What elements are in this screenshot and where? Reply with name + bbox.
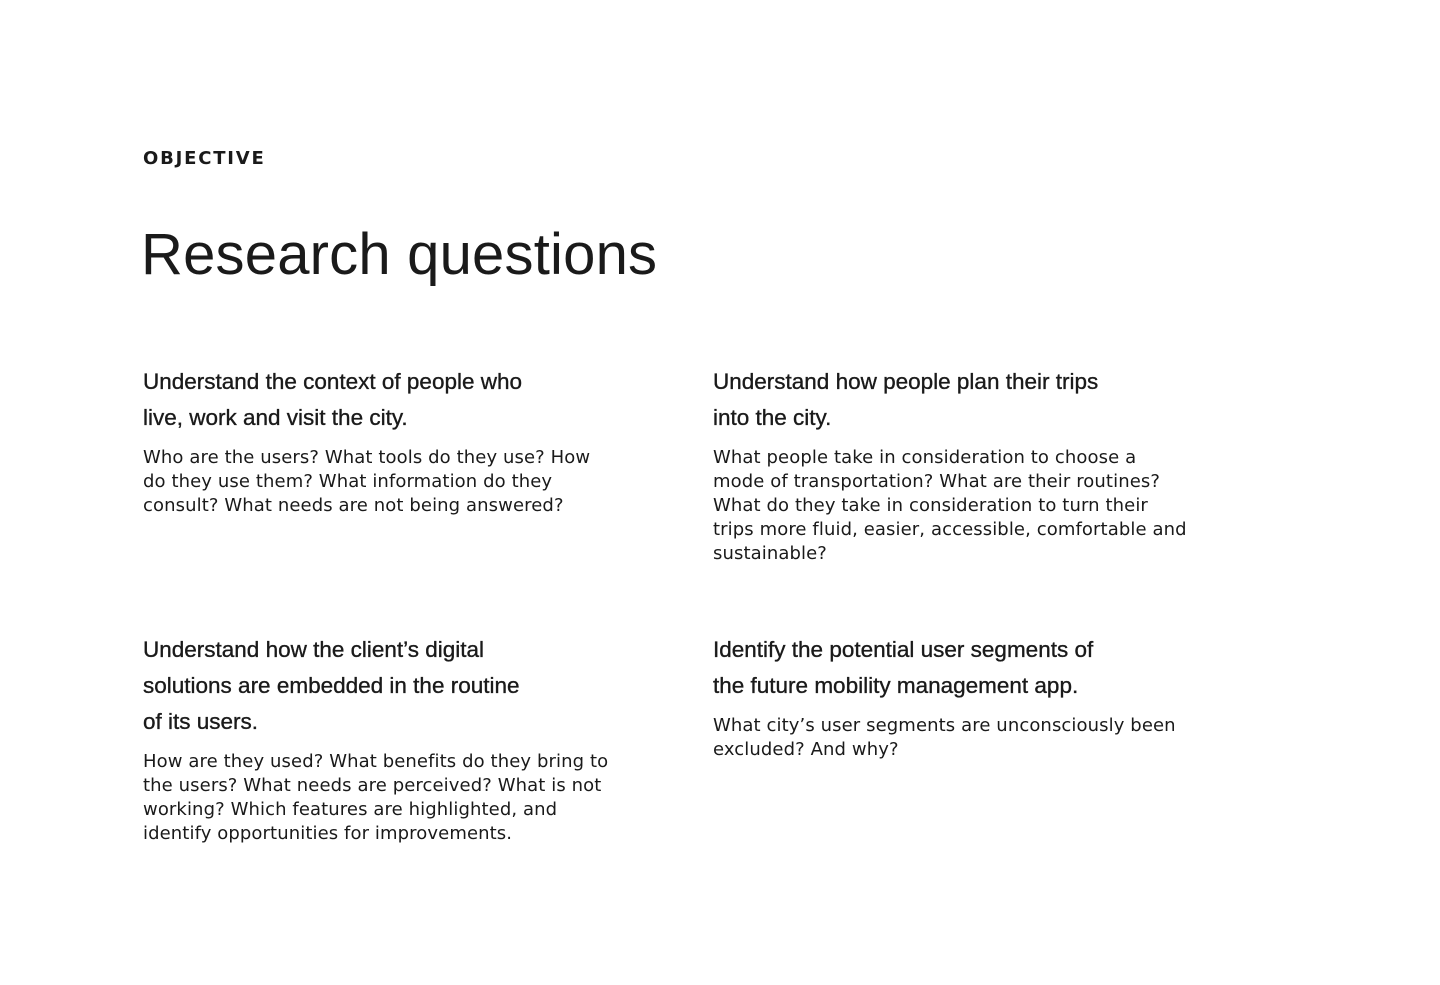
question-description xyxy=(713,446,1213,566)
question-card-user-segments xyxy=(713,632,1213,762)
question-heading-line: Understand the context of people who xyxy=(143,369,523,394)
question-description-line: How are they used? What benefits do they bring to xyxy=(143,751,609,772)
question-heading xyxy=(143,632,613,740)
question-description-line: sustainable? xyxy=(713,543,827,564)
question-description xyxy=(143,750,643,846)
question-card-digital-solutions xyxy=(143,632,643,846)
question-description-line: identify opportunities for improvements. xyxy=(143,823,513,844)
question-description-line: What do they take in consideration to turn their xyxy=(713,495,1148,516)
question-card-trip-planning xyxy=(713,364,1213,566)
question-heading xyxy=(713,632,1183,704)
question-description-line: mode of transportation? What are their routines? xyxy=(713,471,1161,492)
question-heading xyxy=(143,364,613,436)
question-heading-line: Identify the potential user segments of xyxy=(713,637,1094,662)
question-heading-line: of its users. xyxy=(143,709,259,734)
question-description-line: working? Which features are highlighted, and xyxy=(143,799,558,820)
question-card-context xyxy=(143,364,643,518)
question-heading xyxy=(713,364,1183,436)
question-heading-line: the future mobility management app. xyxy=(713,673,1079,698)
question-heading-line: live, work and visit the city. xyxy=(143,405,408,430)
question-description xyxy=(713,714,1213,762)
question-description-line: the users? What needs are perceived? What is not xyxy=(143,775,602,796)
question-description-line: What city’s user segments are unconsciously been xyxy=(713,715,1176,736)
question-description xyxy=(143,446,643,518)
question-description-line: What people take in consideration to choose a xyxy=(713,447,1137,468)
question-description-line: do they use them? What information do they xyxy=(143,471,553,492)
question-heading-line: into the city. xyxy=(713,405,832,430)
question-description-line: excluded? And why? xyxy=(713,739,899,760)
section-eyebrow: OBJECTIVE xyxy=(143,148,266,169)
page-title: Research questions xyxy=(141,222,658,287)
question-heading-line: solutions are embedded in the routine xyxy=(143,673,520,698)
question-heading-line: Understand how the client’s digital xyxy=(143,637,485,662)
question-description-line: Who are the users? What tools do they use? How xyxy=(143,447,591,468)
question-description-line: consult? What needs are not being answered? xyxy=(143,495,564,516)
question-heading-line: Understand how people plan their trips xyxy=(713,369,1099,394)
question-description-line: trips more fluid, easier, accessible, comfortable and xyxy=(713,519,1187,540)
research-questions-page xyxy=(143,0,1303,985)
